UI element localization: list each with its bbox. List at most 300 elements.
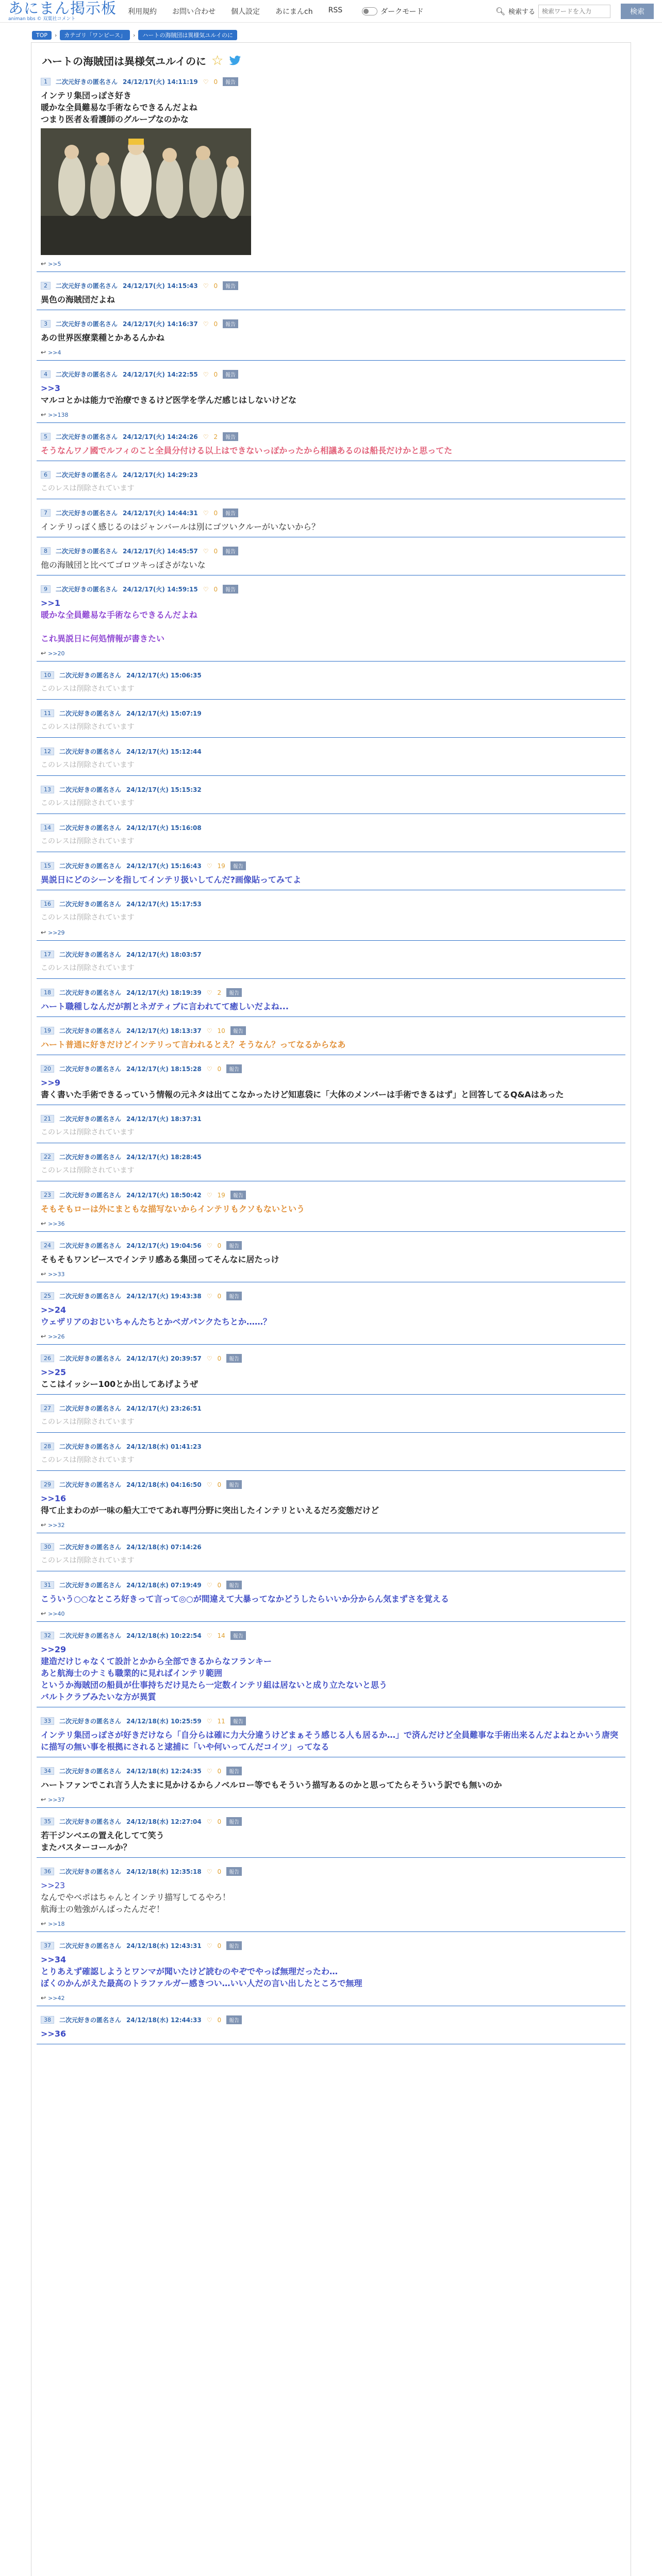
post-body (41, 874, 621, 886)
post-line: インテリっぽく感じるのはジャンバールは別にゴツいクルーがいないから？ (41, 522, 320, 532)
reply-link-text[interactable]: >>138 (48, 411, 69, 418)
heart-icon[interactable]: ♡ (206, 1767, 212, 1775)
reply-link[interactable] (41, 411, 621, 418)
report-button[interactable]: 報告 (226, 1817, 242, 1826)
heart-icon[interactable]: ♡ (203, 509, 209, 517)
post-line: バルトクラブみたいな方が異質 (41, 1692, 156, 1702)
post-header (41, 709, 621, 718)
report-button[interactable]: 報告 (223, 585, 238, 594)
post-line: このレスは削除されています (41, 484, 135, 493)
post (37, 544, 625, 575)
post-number[interactable]: 32 (41, 1632, 54, 1639)
post-date: 24/12/17(火) 15:16:08 (126, 824, 202, 832)
post-body (41, 1001, 621, 1012)
heart-icon[interactable]: ♡ (206, 1581, 212, 1589)
post-number[interactable]: 13 (41, 786, 54, 793)
reply-link-text[interactable]: >>29 (48, 929, 65, 936)
post-number[interactable]: 38 (41, 2016, 54, 2024)
report-button[interactable]: 報告 (223, 77, 238, 86)
post-number[interactable]: 36 (41, 1868, 54, 1875)
post-line: このレスは削除されています (41, 723, 135, 731)
reply-anchor[interactable]: >>1 (41, 598, 60, 608)
reply-link-text[interactable]: >>32 (48, 1521, 65, 1529)
report-button[interactable]: 報告 (226, 1867, 242, 1876)
heart-icon[interactable]: ♡ (203, 433, 209, 440)
post (37, 582, 625, 662)
post-number[interactable]: 14 (41, 824, 54, 832)
post-body (41, 445, 621, 456)
report-button[interactable]: 報告 (223, 509, 238, 517)
report-button[interactable]: 報告 (223, 432, 238, 441)
heart-count[interactable]: 0 (213, 547, 218, 555)
post-line: このレスは削除されています (41, 1166, 135, 1175)
post-body (41, 1729, 621, 1753)
heart-count[interactable]: 0 (217, 1942, 222, 1950)
heart-icon[interactable]: ♡ (206, 1242, 212, 1249)
heart-count[interactable]: 0 (217, 1242, 222, 1249)
reply-link[interactable] (41, 1270, 621, 1278)
heart-icon[interactable]: ♡ (203, 370, 209, 378)
post-number[interactable]: 28 (41, 1443, 54, 1450)
post (37, 1149, 625, 1181)
heart-icon[interactable]: ♡ (203, 320, 209, 328)
post-date: 24/12/17(火) 15:06:35 (126, 672, 202, 679)
breadcrumb-separator: › (55, 31, 57, 39)
reply-anchor[interactable]: >>34 (41, 1955, 67, 1964)
post-number[interactable]: 3 (41, 320, 51, 328)
post-author: 二次元好きの匿名さん (59, 901, 122, 908)
post-line: 暖かな全員難易な手術ならできるんだよね (41, 610, 197, 620)
post-line: インテリ集団っぽさ好き (41, 91, 132, 100)
post-body (41, 1593, 621, 1605)
post (37, 668, 625, 700)
post-author: 二次元好きの匿名さん (59, 951, 122, 958)
post-number[interactable]: 26 (41, 1354, 54, 1362)
post-header (41, 432, 621, 441)
post-header (41, 585, 621, 594)
toggle-switch[interactable] (362, 7, 377, 15)
post-header (41, 950, 621, 959)
heart-count[interactable]: 2 (213, 433, 218, 440)
report-button[interactable]: 報告 (226, 1241, 242, 1250)
reply-anchor[interactable]: >>36 (41, 2029, 67, 2039)
reply-anchor[interactable]: >>9 (41, 1078, 60, 1088)
report-button[interactable]: 報告 (223, 319, 238, 328)
post-number[interactable]: 19 (41, 1027, 54, 1035)
reply-link-text[interactable]: >>40 (48, 1610, 65, 1617)
heart-count[interactable]: 0 (213, 370, 218, 378)
heart-icon[interactable]: ♡ (206, 2016, 212, 2024)
post-number[interactable]: 23 (41, 1191, 54, 1199)
report-button[interactable]: 報告 (230, 1631, 246, 1640)
reply-link-text[interactable]: >>26 (48, 1333, 65, 1340)
post-body (41, 1253, 621, 1265)
post-date: 24/12/17(火) 14:45:57 (123, 548, 198, 555)
post-number[interactable]: 9 (41, 585, 51, 593)
post (37, 1401, 625, 1433)
heart-count[interactable]: 0 (213, 509, 218, 517)
reply-arrow-icon: ↩ (41, 929, 46, 936)
nav-terms[interactable]: 利用規約 (128, 7, 157, 16)
post-number[interactable]: 34 (41, 1767, 54, 1775)
reply-link-text[interactable]: >>33 (48, 1270, 65, 1278)
post-date: 24/12/17(火) 18:28:45 (126, 1154, 202, 1161)
heart-count[interactable]: 0 (217, 1868, 222, 1875)
reply-link-text[interactable]: >>36 (48, 1220, 65, 1227)
post-date: 24/12/17(火) 14:16:37 (123, 320, 198, 328)
post-line: マルコとかは能力で治療できるけど医学を学んだ感じはしないけどな (41, 395, 297, 405)
post-header (41, 1717, 621, 1725)
post-header (41, 370, 621, 379)
reply-link-text[interactable]: >>42 (48, 1994, 65, 2002)
heart-icon[interactable]: ♡ (203, 547, 209, 555)
reply-link[interactable] (41, 1994, 621, 2002)
post-body (41, 1954, 621, 1989)
reply-arrow-icon: ↩ (41, 1333, 46, 1340)
site-header (0, 0, 662, 23)
post-number[interactable]: 11 (41, 709, 54, 717)
bird-icon[interactable] (228, 56, 242, 66)
logo-subtext: animan bbs © 双葉社コメント (8, 16, 76, 22)
post-number[interactable]: 8 (41, 547, 51, 555)
post-line: ウェザリアのおじいちゃんたちとかベガパンクたちとか……？ (41, 1317, 272, 1327)
post-body (41, 521, 621, 533)
post-number[interactable]: 35 (41, 1818, 54, 1825)
search-input[interactable] (538, 5, 610, 18)
post-date: 24/12/17(火) 14:15:43 (123, 282, 198, 290)
report-button[interactable]: 報告 (226, 1767, 242, 1775)
heart-count[interactable]: 0 (217, 1354, 222, 1362)
post-date: 24/12/17(火) 23:26:51 (126, 1405, 202, 1412)
post-line (41, 621, 621, 633)
post-body (41, 683, 621, 695)
post (37, 1289, 625, 1345)
post-author: 二次元好きの匿名さん (59, 1192, 122, 1199)
post-line: このレスは削除されています (41, 1456, 135, 1464)
post-number[interactable]: 30 (41, 1543, 54, 1551)
post (37, 74, 625, 272)
report-button[interactable]: 報告 (226, 2015, 242, 2024)
post-line: つまり医者＆看護師のグループなのかな (41, 114, 189, 124)
post-line: ハート職種しなんだが割とネガティブに言われてて癒しいだよね... (41, 1002, 289, 1011)
heart-icon[interactable]: ♡ (203, 585, 209, 593)
post-number[interactable]: 12 (41, 748, 54, 755)
heart-count[interactable]: 0 (213, 78, 218, 86)
post-line: インテリ集団っぽさが好きだけなら「自分らは確に力大分違うけどまぁそう感じる人も居るか…」で済んだけど全員難事な手術出来るんだよねとかいう唐突に描写の無い事を根拠にされると逮捕に「いや何いってんだコイツ」ってなる (41, 1730, 619, 1752)
search-label: 検索する (508, 8, 535, 16)
post-body (41, 1127, 621, 1139)
post-header (41, 281, 621, 290)
breadcrumb-category[interactable]: カテゴリ「ワンピース」 (60, 30, 130, 40)
post-list (37, 74, 625, 2044)
reply-anchor[interactable]: >>29 (41, 1645, 67, 1654)
reply-link[interactable] (41, 929, 621, 936)
heart-count[interactable]: 10 (217, 1027, 225, 1035)
post-date: 24/12/17(火) 18:03:57 (126, 951, 202, 958)
heart-icon[interactable]: ♡ (206, 1354, 212, 1362)
heart-icon[interactable]: ♡ (206, 1027, 212, 1035)
reply-arrow-icon: ↩ (41, 411, 46, 418)
reply-link[interactable] (41, 349, 621, 356)
reply-link[interactable] (41, 1920, 621, 1927)
report-button[interactable]: 報告 (230, 1026, 246, 1035)
post-date: 24/12/18(水) 07:14:26 (126, 1544, 202, 1551)
reply-link[interactable] (41, 1333, 621, 1340)
thread-header (37, 50, 625, 74)
post-header (41, 1153, 621, 1161)
post-number[interactable]: 31 (41, 1581, 54, 1589)
post-author: 二次元好きの匿名さん (59, 1405, 122, 1412)
post-number[interactable]: 27 (41, 1404, 54, 1412)
post-date: 24/12/18(水) 12:24:35 (126, 1768, 202, 1775)
heart-icon[interactable]: ♡ (206, 1818, 212, 1825)
heart-count[interactable]: 0 (217, 1481, 222, 1488)
post (37, 858, 625, 890)
post-date: 24/12/17(火) 14:59:15 (123, 586, 198, 593)
post-number[interactable]: 24 (41, 1242, 54, 1249)
post-number[interactable]: 6 (41, 471, 51, 479)
reply-arrow-icon: ↩ (41, 1220, 46, 1227)
post-number[interactable]: 33 (41, 1717, 54, 1725)
post-line: このレスは削除されています (41, 964, 135, 972)
reply-link-text[interactable]: >>18 (48, 1920, 65, 1927)
breadcrumb-thread[interactable]: ハートの海賊団は異様気ユルイのに (138, 30, 237, 40)
heart-count[interactable]: 11 (217, 1717, 225, 1725)
post-header (41, 1241, 621, 1250)
report-button[interactable]: 報告 (226, 1581, 242, 1589)
reply-arrow-icon: ↩ (41, 1521, 46, 1529)
reply-anchor[interactable]: >>3 (41, 383, 60, 393)
heart-count[interactable]: 0 (217, 1292, 222, 1300)
post-body (41, 759, 621, 771)
post-line: 書く書いた手術できるっていう情報の元ネタは出てこなかったけど知恵袋に「大体のメンバーは手術できるはず」と回答してるQ&Aはあった (41, 1090, 564, 1099)
heart-icon[interactable]: ♡ (206, 862, 212, 870)
post-date: 24/12/18(水) 07:19:49 (126, 1582, 202, 1589)
thread-container (31, 42, 631, 2576)
post (37, 1628, 625, 1707)
reply-link[interactable] (41, 1521, 621, 1529)
reply-link[interactable] (41, 650, 621, 657)
post-body (41, 1779, 621, 1791)
reply-link[interactable] (41, 1796, 621, 1803)
reply-arrow-icon: ↩ (41, 1270, 46, 1278)
star-icon[interactable]: ☆ (211, 53, 224, 69)
post-date: 24/12/17(火) 15:17:53 (126, 901, 202, 908)
post-number[interactable]: 17 (41, 951, 54, 958)
heart-count[interactable]: 0 (213, 282, 218, 290)
report-button[interactable]: 報告 (226, 1941, 242, 1950)
post-date: 24/12/17(火) 14:44:31 (123, 510, 198, 517)
breadcrumb-separator: › (133, 31, 136, 39)
post-line: ここはイッシー100とか出してあげようぜ (41, 1379, 198, 1389)
post-author: 二次元好きの匿名さん (59, 1065, 122, 1073)
post-header (41, 547, 621, 555)
post-line: このレスは削除されています (41, 799, 135, 807)
post-number[interactable]: 16 (41, 900, 54, 908)
heart-count[interactable]: 19 (217, 1191, 225, 1199)
post-number[interactable]: 29 (41, 1481, 54, 1488)
post-number[interactable]: 15 (41, 862, 54, 870)
post-body (41, 1077, 621, 1100)
post (37, 744, 625, 776)
heart-icon[interactable]: ♡ (206, 1191, 212, 1199)
heart-count[interactable]: 14 (217, 1632, 225, 1639)
heart-count[interactable]: 0 (217, 1581, 222, 1589)
heart-icon[interactable]: ♡ (203, 78, 209, 86)
heart-count[interactable]: 0 (217, 1818, 222, 1825)
post-date: 24/12/17(火) 15:16:43 (126, 862, 202, 870)
post-number[interactable]: 37 (41, 1942, 54, 1950)
post-body (41, 294, 621, 306)
post (37, 2012, 625, 2044)
heart-icon[interactable]: ♡ (206, 1868, 212, 1875)
post-header (41, 1354, 621, 1363)
dark-mode-label: ダークモード (380, 7, 424, 16)
breadcrumb-top[interactable]: TOP (32, 31, 52, 40)
post (37, 706, 625, 738)
reply-link-text[interactable]: >>4 (48, 349, 61, 356)
report-button[interactable]: 報告 (226, 988, 242, 997)
post-author: 二次元好きの匿名さん (59, 989, 122, 996)
post-line: 異説日にどのシーンを指してインテリ扱いしてんだ?画像貼ってみてよ (41, 875, 301, 885)
reply-link-text[interactable]: >>5 (48, 260, 61, 267)
report-button[interactable]: 報告 (226, 1354, 242, 1363)
reply-link[interactable] (41, 1610, 621, 1617)
post (37, 316, 625, 361)
post-author: 二次元好きの匿名さん (56, 586, 118, 593)
post-body (41, 1039, 621, 1050)
report-button[interactable]: 報告 (230, 1191, 246, 1199)
heart-count[interactable]: 0 (213, 320, 218, 328)
post-header (41, 1867, 621, 1876)
post-line: 建造だけじゃなくて設計とかから全部できるからなフランキー (41, 1656, 272, 1666)
report-button[interactable]: 報告 (223, 547, 238, 555)
post-image[interactable] (41, 128, 251, 255)
heart-count[interactable]: 0 (213, 585, 218, 593)
post-body (41, 332, 621, 344)
post-author: 二次元好きの匿名さん (56, 320, 118, 328)
post-number[interactable]: 1 (41, 78, 51, 86)
post (37, 1714, 625, 1757)
post-header (41, 671, 621, 680)
search-button[interactable]: 検索 (621, 4, 654, 19)
heart-icon[interactable]: ♡ (203, 282, 209, 290)
post-author: 二次元好きの匿名さん (59, 672, 122, 679)
post-header (41, 747, 621, 756)
nav-rss[interactable]: RSS (328, 6, 343, 14)
report-button[interactable]: 報告 (230, 861, 246, 870)
reply-anchor[interactable]: >>24 (41, 1305, 67, 1315)
heart-count[interactable]: 19 (217, 862, 225, 870)
post (37, 278, 625, 310)
report-button[interactable]: 報告 (226, 1064, 242, 1073)
post (37, 429, 625, 461)
post-date: 24/12/17(火) 14:22:55 (123, 371, 198, 378)
nav-contact[interactable]: お問い合わせ (172, 7, 216, 16)
site-logo[interactable] (8, 1, 117, 22)
heart-icon[interactable]: ♡ (206, 989, 212, 996)
post-number[interactable]: 22 (41, 1153, 54, 1161)
post-number[interactable]: 10 (41, 671, 54, 679)
reply-arrow-icon: ↩ (41, 260, 46, 267)
post (37, 1061, 625, 1105)
heart-count[interactable]: 0 (217, 1065, 222, 1073)
post-header (41, 823, 621, 832)
post-header (41, 988, 621, 997)
report-button[interactable]: 報告 (230, 1717, 246, 1725)
report-button[interactable]: 報告 (226, 1480, 242, 1489)
heart-icon[interactable]: ♡ (206, 1942, 212, 1950)
post (37, 1864, 625, 1932)
reply-link[interactable] (41, 260, 621, 267)
heart-icon[interactable]: ♡ (206, 1292, 212, 1300)
reply-link[interactable] (41, 1220, 621, 1227)
post (37, 985, 625, 1017)
post-number[interactable]: 20 (41, 1065, 54, 1073)
dark-mode-toggle[interactable] (362, 6, 423, 16)
heart-icon[interactable]: ♡ (206, 1717, 212, 1725)
post-header (41, 861, 621, 870)
reply-anchor[interactable]: >>23 (41, 1880, 65, 1890)
post-line: 若干ジンベエの置え化してて笑う (41, 1831, 164, 1840)
heart-count[interactable]: 0 (217, 2016, 222, 2024)
nav-animanch[interactable]: あにまんch (275, 7, 313, 16)
post-body (41, 1304, 621, 1328)
reply-anchor[interactable]: >>25 (41, 1367, 67, 1377)
post-number[interactable]: 4 (41, 370, 51, 378)
post-date: 24/12/18(水) 12:44:33 (126, 2016, 202, 2024)
post-body (41, 1643, 621, 1703)
post-line: 航海士の勉強がんばったんだぞ！ (41, 1904, 165, 1914)
nav-settings[interactable]: 個人設定 (231, 7, 260, 16)
heart-count[interactable]: 2 (217, 989, 222, 996)
post-date: 24/12/17(火) 20:39:57 (126, 1355, 202, 1362)
post-number[interactable]: 2 (41, 282, 51, 290)
post-body (41, 1165, 621, 1177)
heart-icon[interactable]: ♡ (206, 1632, 212, 1639)
post-number[interactable]: 5 (41, 433, 51, 440)
post-line: このレスは削除されています (41, 761, 135, 769)
post-number[interactable]: 7 (41, 509, 51, 517)
post-line: 得て止まわのが一味の船大工でてあれ専門分野に突出したインテリといえるだろ変態だけど (41, 1505, 379, 1515)
reply-link-text[interactable]: >>20 (48, 650, 65, 657)
post-line: このレスは削除されています (41, 1128, 135, 1137)
post-header (41, 1292, 621, 1300)
post-author: 二次元好きの匿名さん (59, 1443, 122, 1450)
post-number[interactable]: 25 (41, 1292, 54, 1300)
post-author: 二次元好きの匿名さん (59, 1718, 122, 1725)
reply-anchor[interactable]: >>16 (41, 1494, 67, 1503)
heart-count[interactable]: 0 (217, 1767, 222, 1775)
post (37, 1539, 625, 1571)
post-author: 二次元好きの匿名さん (56, 471, 118, 479)
report-button[interactable]: 報告 (223, 370, 238, 379)
report-button[interactable]: 報告 (223, 281, 238, 290)
heart-icon[interactable]: ♡ (206, 1065, 212, 1073)
post-number[interactable]: 21 (41, 1115, 54, 1123)
post-number[interactable]: 18 (41, 989, 54, 996)
post-line: 異色の海賊団だよね (41, 295, 115, 304)
post (37, 1578, 625, 1622)
post-date: 24/12/17(火) 18:19:39 (126, 989, 202, 996)
post-body (41, 1366, 621, 1390)
heart-icon[interactable]: ♡ (206, 1481, 212, 1488)
post-body (41, 912, 621, 924)
report-button[interactable]: 報告 (226, 1292, 242, 1300)
reply-link-text[interactable]: >>37 (48, 1796, 65, 1803)
post-date: 24/12/17(火) 18:50:42 (126, 1192, 202, 1199)
post-author: 二次元好きの匿名さん (59, 824, 122, 832)
